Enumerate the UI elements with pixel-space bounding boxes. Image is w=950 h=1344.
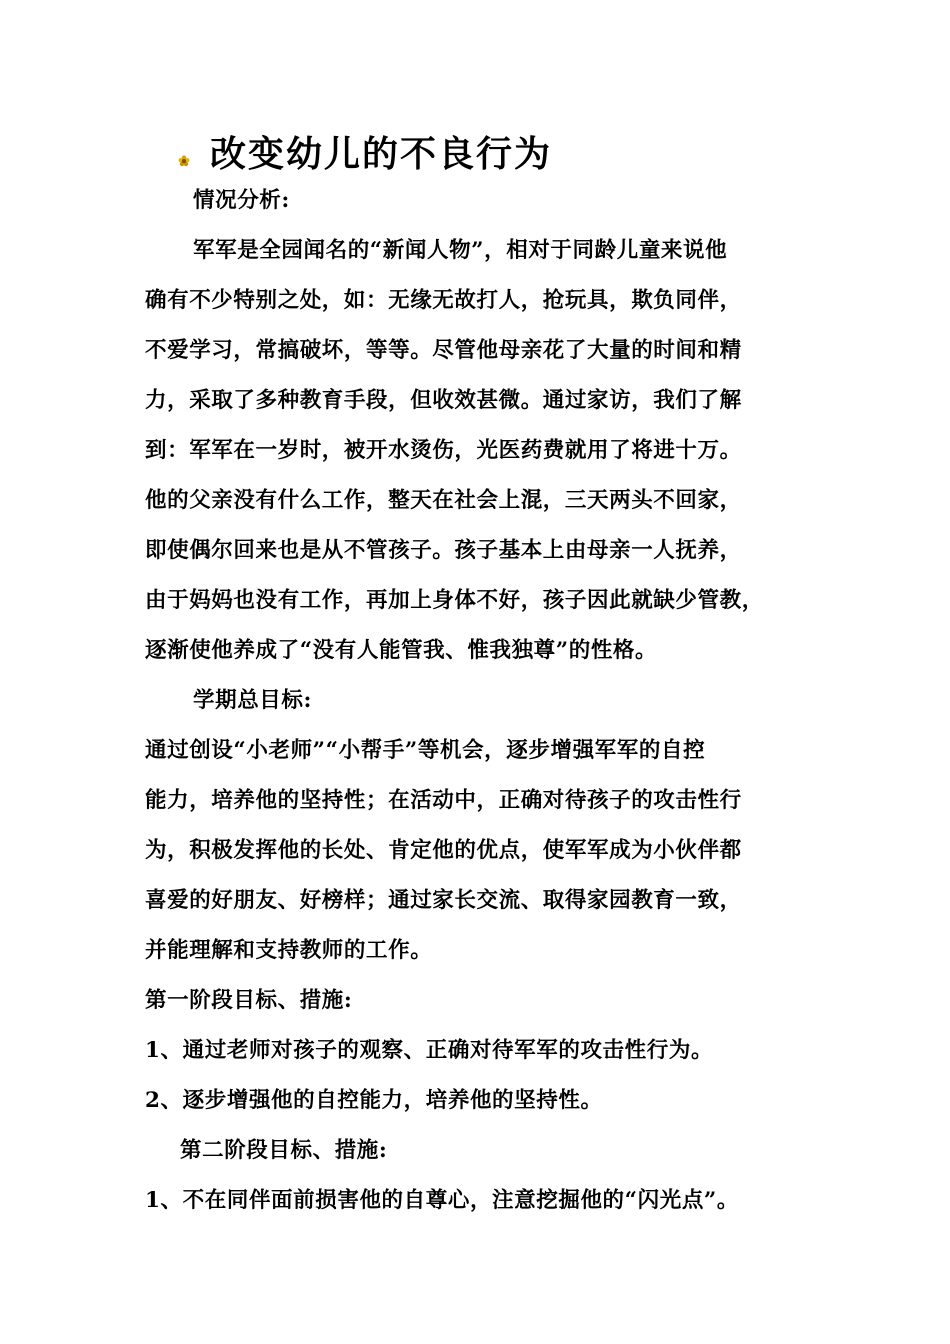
paragraph-line: 他的父亲没有什么工作，整天在社会上混，三天两头不回家， — [145, 488, 742, 513]
paragraph-line: 到：军军在一岁时，被开水烫伤，光医药费就用了将进十万。 — [145, 438, 742, 463]
section-heading-stage-two: 第二阶段目标、措施: — [180, 1138, 388, 1163]
title-row — [178, 128, 552, 180]
paragraph-line: 逐渐使他养成了“没有人能管我、惟我独尊”的性格。 — [145, 638, 658, 663]
list-item: 2、逐步增强他的自控能力，培养他的坚持性。 — [145, 1088, 603, 1113]
paragraph-line: 通过创设“小老师”“小帮手”等机会，逐步增强军军的自控 — [145, 738, 706, 763]
paragraph-line: 喜爱的好朋友、好榜样；通过家长交流、取得家园教育一致， — [145, 888, 742, 913]
section-heading-analysis: 情况分析: — [193, 188, 290, 213]
document-title: 改变幼儿的不良行为 — [210, 133, 553, 175]
paragraph-line: 力，采取了多种教育手段，但收效甚微。通过家访，我们了解 — [145, 388, 742, 413]
paragraph-line: 由于妈妈也没有工作，再加上身体不好，孩子因此就缺少管教， — [145, 588, 764, 613]
paragraph-line: 军军是全园闻名的“新闻人物”，相对于同龄儿童来说他 — [193, 238, 728, 263]
paragraph-line: 为，积极发挥他的长处、肯定他的优点，使军军成为小伙伴都 — [145, 838, 742, 863]
paragraph-line: 确有不少特别之处，如：无缘无故打人，抢玩具，欺负同伴， — [145, 288, 742, 313]
section-heading-semester-goal: 学期总目标: — [193, 688, 313, 713]
flower-bullet-icon — [178, 155, 190, 167]
paragraph-line: 并能理解和支持教师的工作。 — [145, 938, 433, 963]
paragraph-line: 不爱学习，常搞破坏，等等。尽管他母亲花了大量的时间和精 — [145, 338, 742, 363]
paragraph-line: 能力，培养他的坚持性；在活动中，正确对待孩子的攻击性行 — [145, 788, 742, 813]
list-item: 1、不在同伴面前损害他的自尊心，注意挖掘他的“闪光点”。 — [145, 1188, 739, 1213]
section-heading-stage-one: 第一阶段目标、措施: — [145, 988, 353, 1013]
paragraph-line: 即使偶尔回来也是从不管孩子。孩子基本上由母亲一人抚养， — [145, 538, 742, 563]
list-item: 1、通过老师对孩子的观察、正确对待军军的攻击性行为。 — [145, 1038, 714, 1063]
